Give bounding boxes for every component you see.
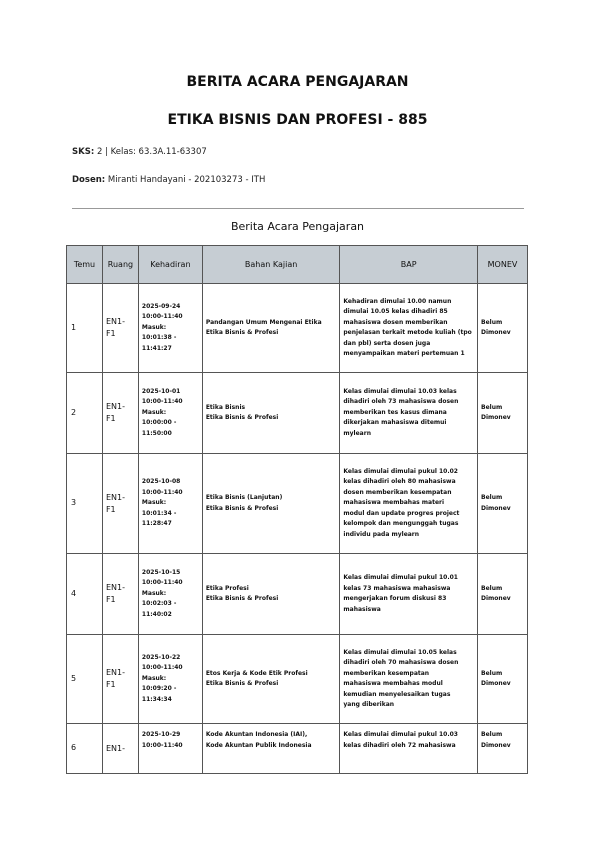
table-row [67, 373, 528, 454]
kehadiran-cell: 2025-09-24 10:00-11:40 Masuk: 10:01:38 - 11:41:27 [138, 284, 202, 373]
ruang-cell: EN1- F1 [102, 373, 138, 454]
ruang-cell: EN1- [102, 724, 138, 774]
monev-cell: Belum Dimonev [478, 554, 528, 635]
kehadiran-cell: 2025-10-29 10:00-11:40 [138, 724, 202, 774]
course-title: ETIKA BISNIS DAN PROFESI - 885 [167, 112, 428, 128]
table-row [67, 454, 528, 554]
col-temu-header: Temu [67, 246, 103, 284]
col-monev-header: MONEV [478, 246, 528, 284]
bap-cell: Kelas dimulai dimulai pukul 10.02 kelas dihadiri oleh 80 mahasiswa dosen memberikan kesempatan mahasiswa membahas materi modul dan update progres project kelompok dan mengunggah tugas individu pada mylearn [340, 454, 478, 554]
ruang-cell: EN1- F1 [102, 635, 138, 724]
ruang-cell: EN1- F1 [102, 284, 138, 373]
sks-line [72, 147, 207, 157]
bap-cell: Kehadiran dimulai 10.00 namun dimulai 10.05 kelas dihadiri 85 mahasiswa dosen memberikan penjelasan terkait metode kuliah (tpo dan pbl) serta dosen juga menyampaikan materi pertemuan 1 [340, 284, 478, 373]
bap-cell: Kelas dimulai dimulai pukul 10.03 kelas dihadiri oleh 72 mahasiswa [340, 724, 478, 774]
temu-cell: 4 [67, 554, 103, 635]
kehadiran-cell: 2025-10-22 10:00-11:40 Masuk: 10:09:20 - 11:34:34 [138, 635, 202, 724]
page-title: BERITA ACARA PENGAJARAN [186, 74, 409, 90]
dosen-line [72, 175, 265, 185]
ruang-cell: EN1- F1 [102, 454, 138, 554]
monev-cell: Belum Dimonev [478, 635, 528, 724]
sks-value: 2 | Kelas: 63.3A.11-63307 [96, 147, 207, 157]
bahan-cell: Etos Kerja & Kode Etik Profesi Etika Bisnis & Profesi [202, 635, 340, 724]
bahan-cell: Etika Profesi Etika Bisnis & Profesi [202, 554, 340, 635]
bap-cell: Kelas dimulai dimulai pukul 10.01 kelas 73 mahasiswa mahasiswa mengerjakan forum diskusi 83 mahasiswa [340, 554, 478, 635]
temu-cell: 5 [67, 635, 103, 724]
kehadiran-cell: 2025-10-01 10:00-11:40 Masuk: 10:00:00 - 11:50:00 [138, 373, 202, 454]
ruang-cell: EN1- F1 [102, 554, 138, 635]
monev-cell: Belum Dimonev [478, 724, 528, 774]
sks-label: SKS: [72, 147, 95, 157]
col-kehadiran-header: Kehadiran [138, 246, 202, 284]
table-row [67, 635, 528, 724]
col-bahan-header: Bahan Kajian [202, 246, 340, 284]
kehadiran-cell: 2025-10-08 10:00-11:40 Masuk: 10:01:34 - 11:28:47 [138, 454, 202, 554]
bap-table [66, 245, 528, 774]
bahan-cell: Pandangan Umum Mengenai Etika Etika Bisnis & Profesi [202, 284, 340, 373]
temu-cell: 3 [67, 454, 103, 554]
col-bap-header: BAP [340, 246, 478, 284]
table-row [67, 554, 528, 635]
dosen-label: Dosen: [72, 175, 106, 185]
temu-cell: 1 [67, 284, 103, 373]
table-header-row [67, 246, 528, 284]
temu-cell: 6 [67, 724, 103, 774]
bap-cell: Kelas dimulai dimulai 10.05 kelas dihadiri oleh 70 mahasiswa dosen memberikan kesempatan mahasiswa membahas modul kemudian menyelesaikan tugas yang diberikan [340, 635, 478, 724]
bahan-cell: Kode Akuntan Indonesia (IAI), Kode Akuntan Publik Indonesia [202, 724, 340, 774]
table-row [67, 284, 528, 373]
section-title: Berita Acara Pengajaran [230, 220, 365, 233]
kehadiran-cell: 2025-10-15 10:00-11:40 Masuk: 10:02:03 - 11:40:02 [138, 554, 202, 635]
temu-cell: 2 [67, 373, 103, 454]
bap-cell: Kelas dimulai dimulai 10.03 kelas dihadiri oleh 73 mahasiswa dosen memberikan tes kasus dimana dikerjakan mahasiswa ditemui mylearn [340, 373, 478, 454]
table-row [67, 724, 528, 774]
dosen-value: Miranti Handayani - 202103273 - ITH [107, 175, 266, 185]
col-ruang-header: Ruang [102, 246, 138, 284]
monev-cell: Belum Dimonev [478, 454, 528, 554]
bahan-cell: Etika Bisnis (Lanjutan) Etika Bisnis & Profesi [202, 454, 340, 554]
bahan-cell: Etika Bisnis Etika Bisnis & Profesi [202, 373, 340, 454]
divider [72, 208, 524, 209]
monev-cell: Belum Dimonev [478, 284, 528, 373]
monev-cell: Belum Dimonev [478, 373, 528, 454]
